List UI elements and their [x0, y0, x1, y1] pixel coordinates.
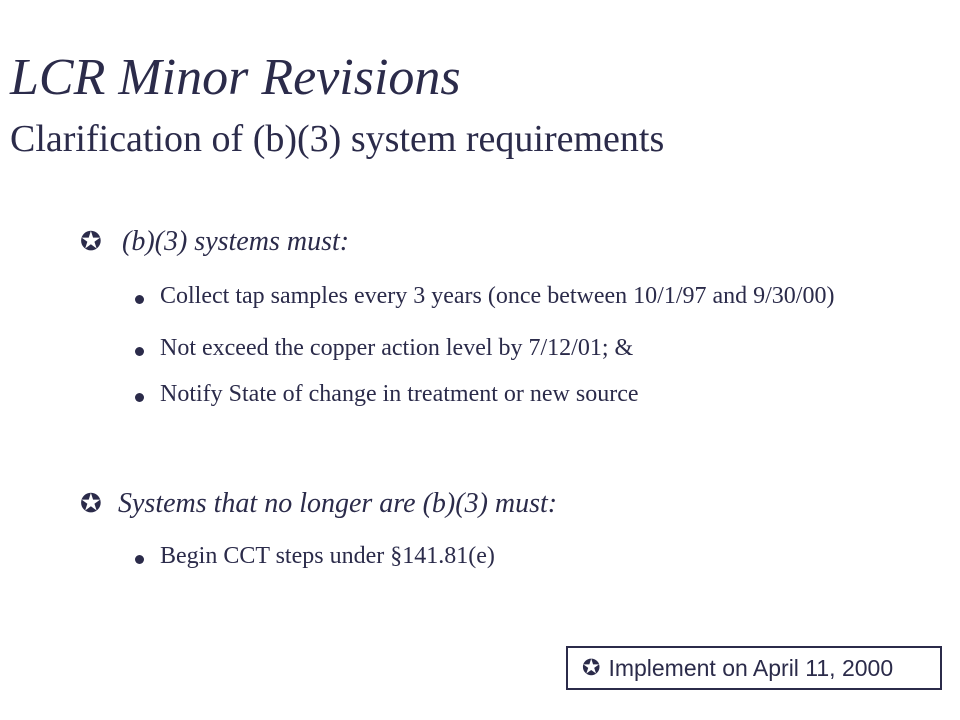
section-heading	[80, 484, 557, 524]
bullet-dot-icon	[135, 347, 144, 356]
star-circle-icon: ✪	[80, 227, 102, 257]
star-circle-icon: ✪	[80, 489, 102, 519]
section-heading-text: Systems that no longer are (b)(3) must:	[118, 488, 558, 519]
bullet-list	[80, 278, 900, 412]
list-item-text: Begin CCT steps under §141.81(e)	[160, 543, 495, 569]
section-b3-requirements	[80, 222, 900, 412]
callout-text: Implement on April 11, 2000	[608, 654, 894, 681]
bullet-dot-icon	[135, 295, 144, 304]
star-circle-icon: ✪	[582, 655, 601, 681]
list-item-text: Collect tap samples every 3 years (once between 10/1/97 and 9/30/00)	[160, 283, 835, 309]
implementation-date-callout	[566, 646, 942, 690]
section-heading-text: (b)(3) systems must:	[122, 226, 350, 257]
list-item	[80, 538, 557, 574]
list-item-text: Notify State of change in treatment or new source	[160, 381, 639, 407]
bullet-list	[80, 538, 557, 574]
list-item	[80, 376, 900, 412]
list-item	[80, 330, 900, 366]
slide-subtitle: Clarification of (b)(3) system requirements	[10, 118, 665, 160]
bullet-dot-icon	[135, 393, 144, 402]
bullet-dot-icon	[135, 555, 144, 564]
list-item	[80, 278, 900, 314]
section-former-b3	[80, 484, 557, 574]
slide-title: LCR Minor Revisions	[10, 49, 461, 106]
list-item-text: Not exceed the copper action level by 7/12/01; &	[160, 335, 634, 361]
section-heading	[80, 222, 900, 262]
